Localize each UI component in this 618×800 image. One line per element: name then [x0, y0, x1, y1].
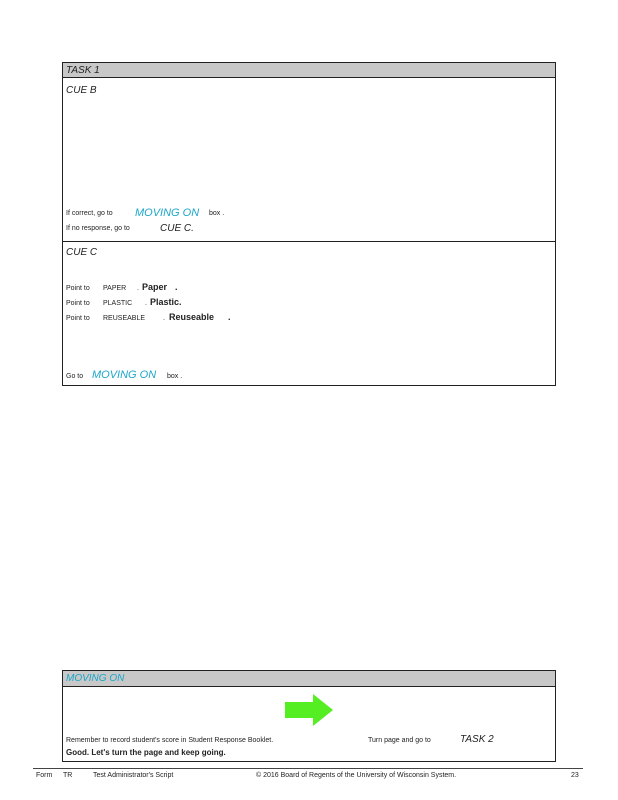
moving-on-header: MOVING ON	[63, 671, 555, 687]
reminder-text: Remember to record student's score in Student Response Booklet.	[66, 737, 274, 744]
arrow-right-icon	[285, 694, 335, 726]
cue-b-line2-prefix: If no response, go to	[66, 225, 130, 232]
moving-on-box	[62, 670, 556, 762]
cue-divider	[63, 241, 555, 242]
turn-page-text: Turn page and go to	[368, 737, 431, 744]
point-to-label: Point to	[66, 315, 90, 322]
reuseable-end: .	[228, 312, 231, 322]
task-header: TASK 1	[63, 63, 555, 78]
plastic-word: PLASTIC	[103, 300, 133, 307]
cue-b-line1-prefix: If correct, go to	[66, 210, 113, 217]
task-2-link[interactable]: TASK 2	[460, 734, 494, 745]
plastic-say: Plastic.	[150, 297, 182, 307]
paper-end: .	[175, 282, 178, 292]
paper-dot: .	[137, 285, 139, 292]
reuseable-dot: .	[163, 315, 165, 322]
cue-b-line1-suffix: box .	[209, 210, 225, 217]
closing-text: Good. Let's turn the page and keep going.	[66, 748, 226, 757]
go-to-label: Go to	[66, 373, 84, 380]
footer-form-code: TR	[63, 772, 73, 779]
reuseable-word: REUSEABLE	[103, 315, 146, 322]
point-to-label: Point to	[66, 285, 90, 292]
paper-say: Paper	[142, 282, 168, 292]
moving-on-link[interactable]: MOVING ON	[92, 369, 157, 381]
cue-c-label: CUE C	[66, 247, 98, 258]
reuseable-say: Reuseable	[169, 312, 215, 322]
go-to-suffix: box .	[167, 373, 183, 380]
cue-b-label: CUE B	[66, 85, 97, 96]
plastic-dot: .	[145, 300, 147, 307]
task-1-box	[62, 62, 556, 386]
paper-word: PAPER	[103, 285, 127, 292]
footer-page-number: 23	[571, 772, 579, 779]
footer-rule	[33, 768, 583, 769]
point-to-label: Point to	[66, 300, 90, 307]
cue-c-link[interactable]: CUE C.	[160, 223, 194, 234]
moving-on-link[interactable]: MOVING ON	[135, 207, 200, 219]
footer-script: Test Administrator's Script	[93, 772, 174, 779]
footer-copyright: © 2016 Board of Regents of the University of Wisconsin System.	[256, 772, 457, 779]
arrow-shape	[285, 694, 333, 726]
footer-form: Form	[36, 772, 53, 779]
